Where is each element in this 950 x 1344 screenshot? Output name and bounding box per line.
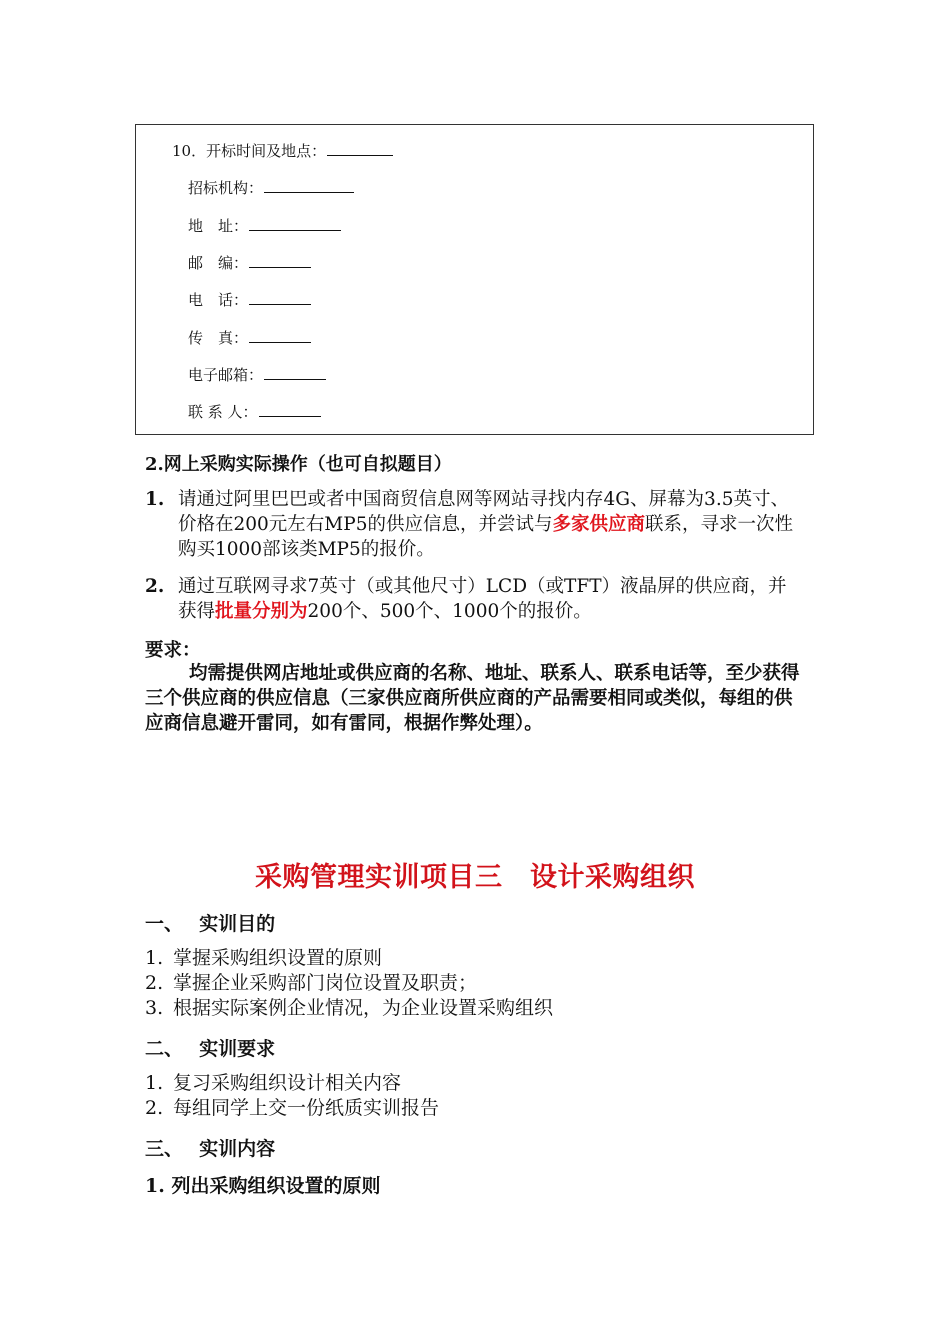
item-text (178, 487, 805, 562)
email-blank (264, 365, 326, 380)
requirement-body: 均需提供网店地址或供应商的名称、地址、联系人、联系电话等，至少获得三个供应商的供应信息（三家供应商所供应商的产品需要相同或类似，每组的供应商信息避开雷同，如有雷同，根据作弊处理）。 (145, 663, 800, 734)
item-number: 2. (145, 576, 165, 597)
contact-blank (259, 402, 321, 417)
list-text: 每组同学上交一份纸质实训报告 (173, 1097, 440, 1119)
phone-label: 电 话： (188, 291, 249, 309)
fax-blank (249, 328, 311, 343)
highlight-text: 批量分别为 (215, 601, 308, 622)
list-item (145, 971, 477, 996)
list-text: 复习采购组织设计相关内容 (173, 1072, 402, 1094)
highlight-text: 多家供应商 (552, 514, 645, 535)
item-text-part: 联系，寻求一次性购买1000部该类MP5的报价。 (178, 514, 794, 560)
contact-label: 联 系 人： (188, 403, 258, 421)
phone-blank (249, 290, 311, 305)
contact-line (188, 402, 321, 422)
list-item (145, 946, 382, 971)
item-text-part: 通过互联网寻求7英寸（或其他尺寸）LCD（或TFT）液晶屏的供应商，并获得 (178, 576, 787, 622)
list-item (145, 1071, 401, 1096)
item-text (178, 574, 805, 624)
bid-opening-line (172, 141, 393, 161)
phone-line (188, 290, 311, 310)
list-text: 掌握企业采购部门岗位设置及职责； (173, 972, 478, 994)
address-label: 地 址： (188, 217, 249, 235)
agency-line (188, 178, 354, 198)
postcode-label: 邮 编： (188, 254, 249, 272)
list-text: 根据实际案例企业情况，为企业设置采购组织 (173, 997, 554, 1019)
list-number: 2. (145, 1097, 164, 1119)
section-heading-1: 一、 实训目的 (145, 913, 276, 935)
item-text-part: 请通过阿里巴巴或者中国商贸信息网等网站寻找内存4G、屏幕为3.5英寸、价格在200元左右MP5的供应信息，并尝试与 (178, 489, 789, 535)
section2-item-1 (145, 487, 805, 562)
section2-heading: 2.网上采购实际操作（也可自拟题目） (145, 454, 452, 475)
list-item (145, 996, 553, 1021)
section-heading-3: 三、 实训内容 (145, 1138, 276, 1160)
address-blank (249, 216, 341, 231)
list-number: 3. (145, 997, 164, 1019)
bid-opening-blank (327, 141, 393, 156)
tender-info-box (135, 124, 814, 435)
postcode-blank (249, 253, 311, 268)
list-number: 1. (145, 1072, 164, 1094)
agency-label: 招标机构： (188, 179, 264, 197)
section2-item-2 (145, 574, 805, 624)
item-text-part: 200个、500个、1000个的报价。 (307, 601, 592, 622)
email-line (188, 365, 326, 385)
fax-line (188, 328, 311, 348)
item-number: 1. (145, 489, 165, 510)
fax-label: 传 真： (188, 329, 249, 347)
postcode-line (188, 253, 311, 273)
requirement-title: 要求： (145, 640, 201, 661)
list-text: 掌握采购组织设置的原则 (173, 947, 383, 969)
list-item (145, 1096, 439, 1121)
list-number: 2. (145, 972, 164, 994)
content-subheading: 1. 列出采购组织设置的原则 (145, 1175, 381, 1197)
email-label: 电子邮箱： (188, 366, 264, 384)
address-line (188, 216, 341, 236)
agency-blank (264, 178, 354, 193)
section-heading-2: 二、 实训要求 (145, 1038, 276, 1060)
bid-opening-label: 10．开标时间及地点： (172, 142, 327, 160)
list-number: 1. (145, 947, 164, 969)
project3-title: 采购管理实训项目三 设计采购组织 (255, 862, 695, 893)
